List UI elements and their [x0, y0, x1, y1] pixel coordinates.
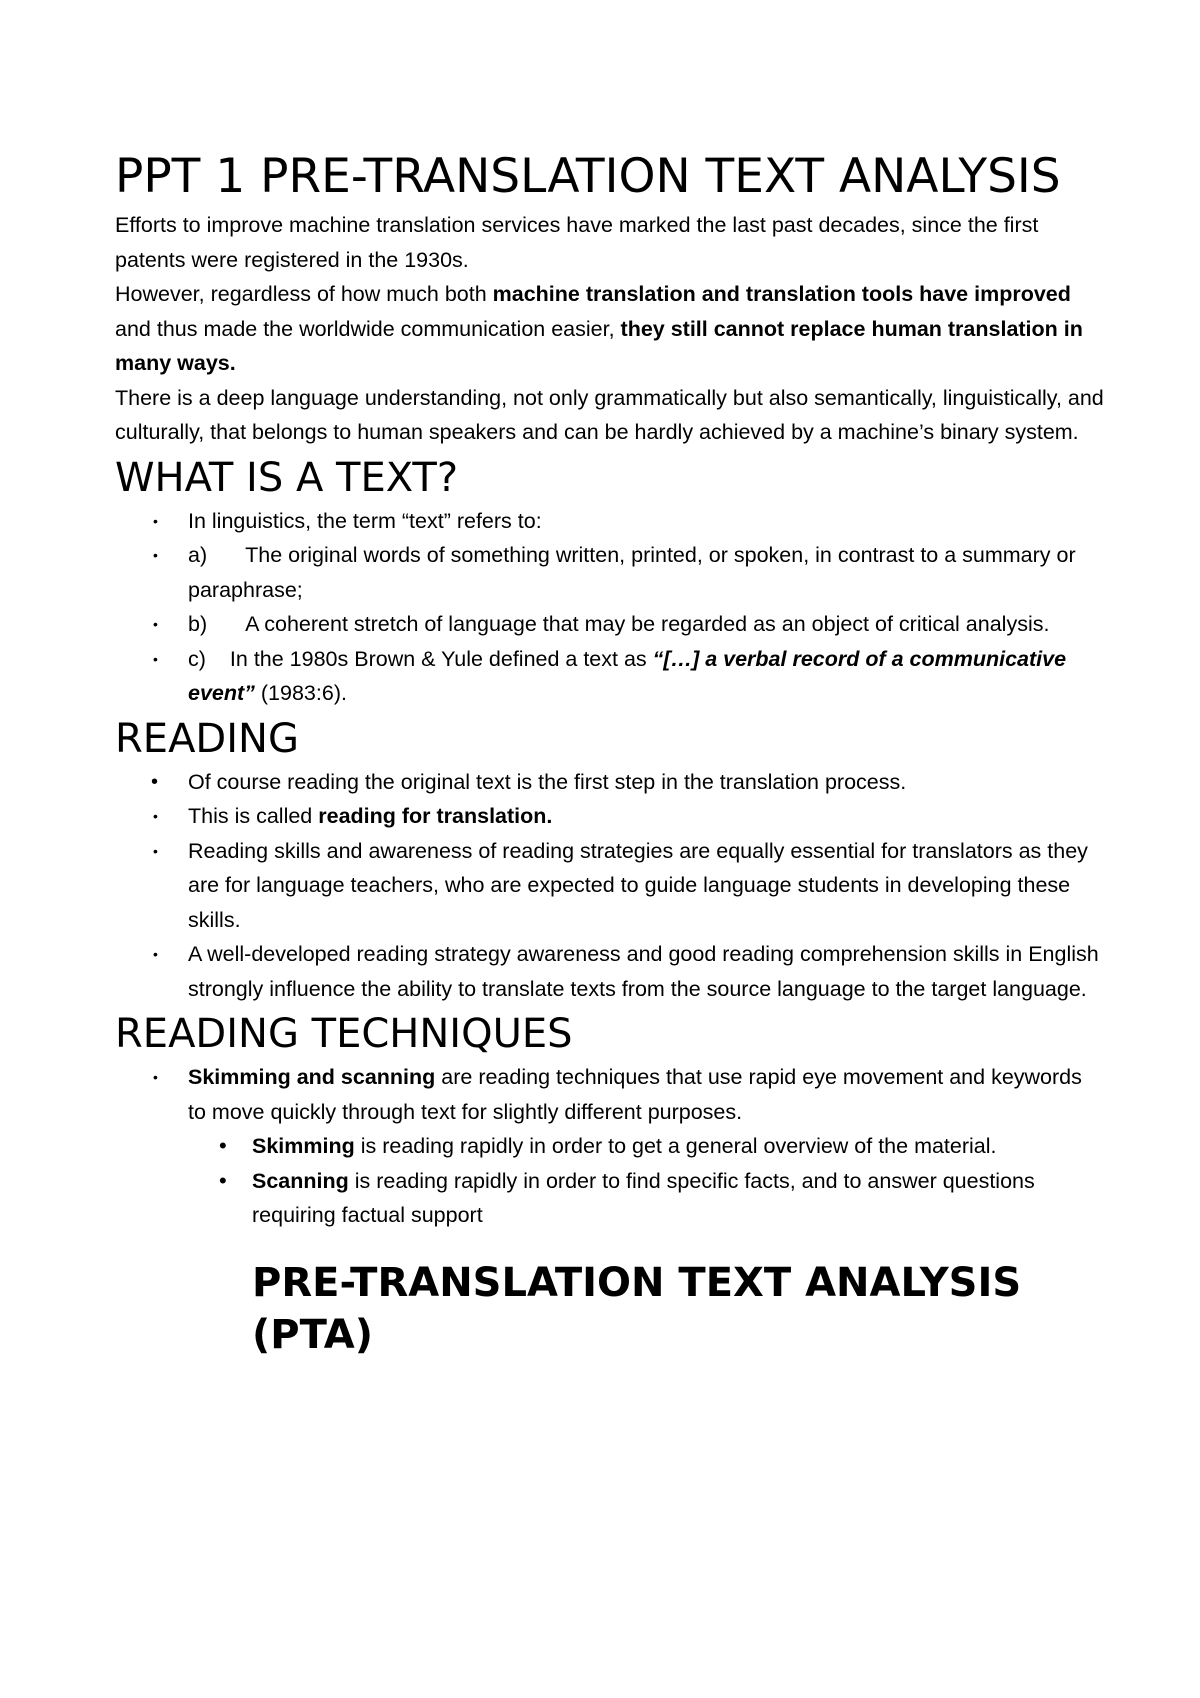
- list-item: [115, 834, 1105, 938]
- list-item-bold: reading for translation.: [318, 804, 553, 828]
- intro-paragraph-1: Efforts to improve machine translation services have marked the last past decades, since the first patents were registered in the 1930s.: [115, 213, 1039, 272]
- techniques-list: [115, 1060, 1105, 1129]
- list-item-text: is reading rapidly in order to find specific facts, and to answer questions requiring factual support: [252, 1168, 1035, 1227]
- list-item-label: b): [188, 612, 208, 636]
- list-item: [115, 1164, 1105, 1233]
- list-item: [115, 799, 1105, 834]
- document-title: PPT 1 PRE-TRANSLATION TEXT ANALYSIS: [115, 149, 1061, 204]
- what-is-text-list: [115, 504, 1105, 711]
- bullet-icon: •: [219, 1133, 227, 1158]
- list-item-text: Of course reading the original text is the first step in the translation process.: [188, 769, 907, 794]
- list-item-text: Reading skills and awareness of reading strategies are equally essential for translators as they are for language teachers, who are expected to guide language students in developing these skills.: [188, 838, 1088, 932]
- section-heading-what-is-text: WHAT IS A TEXT?: [115, 454, 459, 501]
- list-item: [115, 765, 1105, 800]
- section-heading-reading: READING: [115, 715, 299, 762]
- document-content: [115, 146, 1105, 1361]
- list-item-text: are reading techniques that use rapid eye movement and keywords to move quickly through text for slightly different purposes.: [188, 1065, 1082, 1124]
- citation-text: (1983:6).: [254, 681, 347, 705]
- list-item-bold: Scanning: [252, 1168, 349, 1193]
- list-item-text: This is called: [188, 804, 319, 828]
- list-item: [115, 504, 1105, 539]
- intro-p2-bold-a: machine translation and translation tools have improved: [492, 282, 1071, 306]
- list-item: [115, 937, 1105, 1006]
- intro-p2-text-b: and thus made the worldwide communication easier,: [115, 316, 621, 341]
- intro-p2-bold-b: they still cannot replace human translation in many ways.: [115, 316, 1083, 375]
- list-item-text: The original words of something written, printed, or spoken, in contrast to a summary or paraphrase;: [188, 543, 1076, 602]
- list-item: [115, 642, 1105, 711]
- bullet-icon: •: [153, 547, 158, 563]
- bullet-icon: •: [153, 650, 158, 667]
- reading-list: [115, 765, 1105, 1007]
- intro-p2-text-a: However, regardless of how much both: [115, 282, 493, 306]
- list-item: [115, 538, 1105, 607]
- bullet-icon: •: [153, 842, 158, 859]
- techniques-sublist: [115, 1129, 1105, 1233]
- list-item-text: A well-developed reading strategy awareness and good reading comprehension skills in English strongly influence the ability to translate texts from the source language to the target language.: [188, 942, 1099, 1001]
- section-heading-pta: PRE-TRANSLATION TEXT ANALYSIS (PTA): [252, 1259, 1022, 1358]
- bullet-icon: •: [219, 1167, 227, 1193]
- list-item-text: In the 1980s Brown & Yule defined a text as: [229, 646, 653, 671]
- list-item: [115, 607, 1105, 642]
- intro-paragraph-2: [115, 277, 1105, 381]
- bullet-icon: •: [153, 946, 158, 962]
- list-item-bold: Skimming and scanning: [188, 1065, 436, 1089]
- list-item-label: c): [188, 646, 206, 671]
- list-item-text: In linguistics, the term “text” refers to:: [188, 508, 542, 533]
- intro-paragraph-3: There is a deep language understanding, not only grammatically but also semantically, linguistically, and culturally, that belongs to human speakers and can be hardly achieved by a machine’s binary system.: [115, 385, 1104, 444]
- bullet-icon: •: [153, 512, 158, 529]
- list-item-bold: Skimming: [252, 1134, 355, 1158]
- quote-text: “[…] a verbal record of a communicative event”: [188, 646, 1067, 705]
- section-heading-reading-techniques: READING TECHNIQUES: [115, 1011, 573, 1057]
- bullet-icon: •: [153, 616, 158, 632]
- list-item-text: A coherent stretch of language that may be regarded as an object of critical analysis.: [245, 612, 1050, 636]
- list-item-label: a): [188, 543, 208, 567]
- list-item: [115, 1129, 1105, 1164]
- list-item-text: is reading rapidly in order to get a general overview of the material.: [354, 1134, 997, 1158]
- bullet-icon: •: [153, 1069, 158, 1085]
- list-item: [115, 1060, 1105, 1129]
- bullet-icon: •: [153, 808, 158, 824]
- bullet-icon: •: [151, 770, 159, 793]
